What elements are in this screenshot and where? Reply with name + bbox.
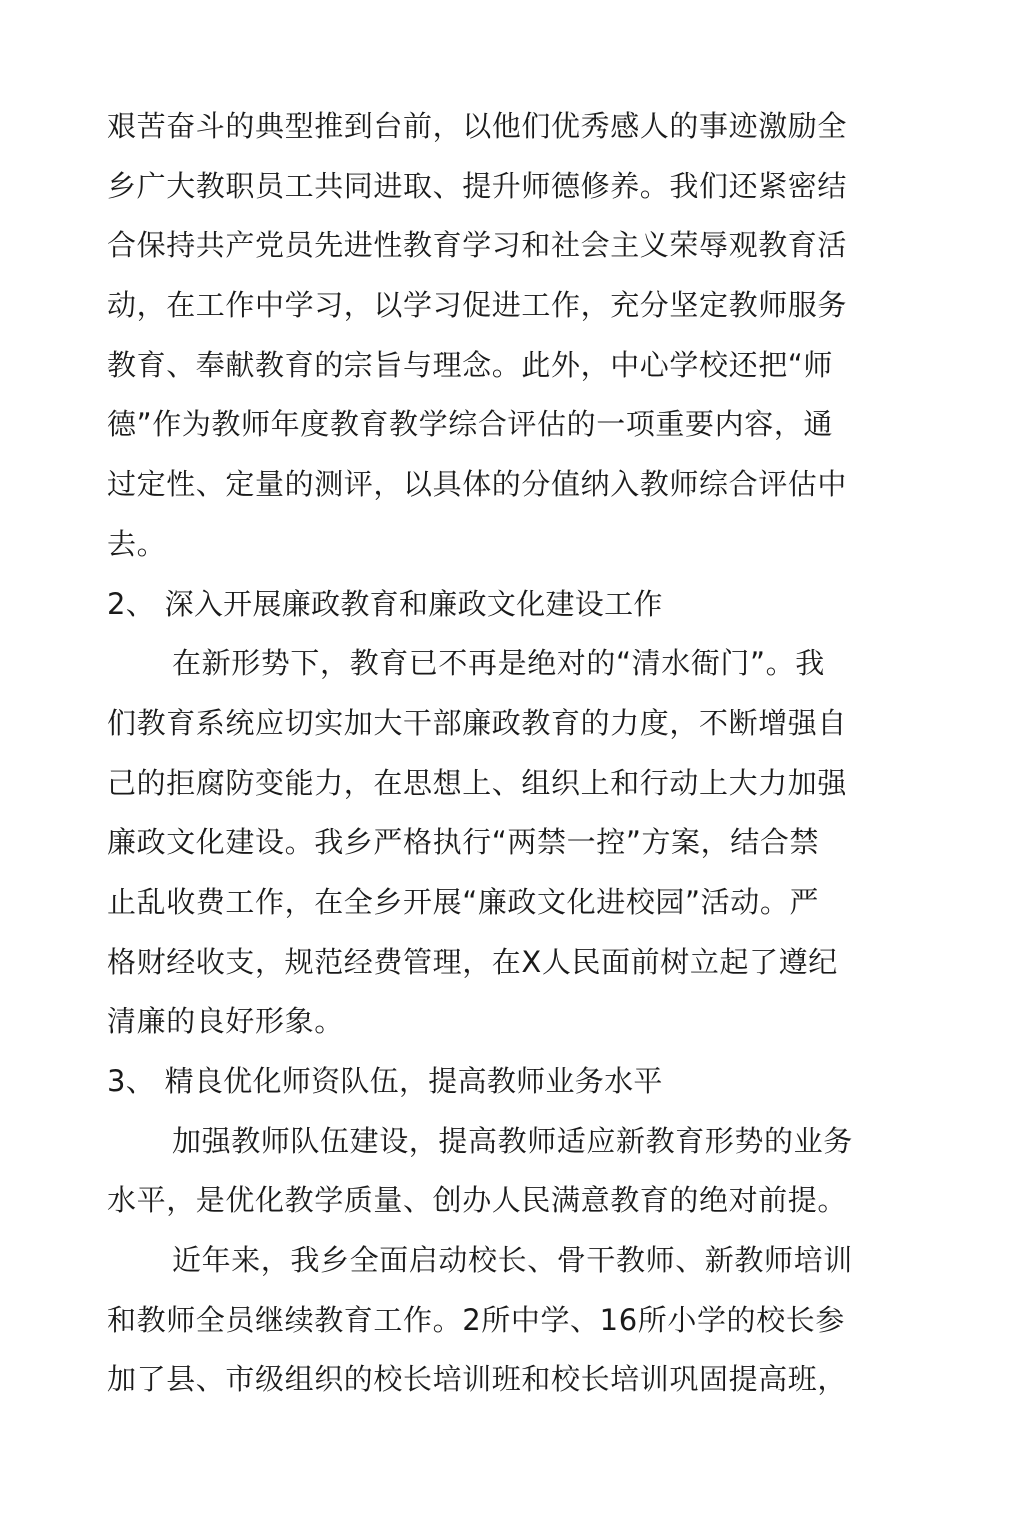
paragraph-line: 艰苦奋斗的典型推到台前，以他们优秀感人的事迹激励全 (107, 109, 848, 143)
section-heading: 2、 深入开展廉政教育和廉政文化建设工作 (107, 586, 663, 621)
paragraph-line: 止乱收费工作，在全乡开展“廉政文化进校园”活动。严 (107, 884, 820, 919)
paragraph-line: 和教师全员继续教育工作。2所中学、16所小学的校长参 (107, 1302, 845, 1337)
paragraph-line: 近年来，我乡全面启动校长、骨干教师、新教师培训 (172, 1243, 853, 1278)
paragraph-line: 清廉的良好形象。 (107, 1004, 344, 1039)
paragraph-line: 加了县、市级组织的校长培训班和校长培训巩固提高班， (107, 1362, 848, 1397)
paragraph-line: 动，在工作中学习，以学习促进工作，充分坚定教师服务 (107, 288, 848, 323)
paragraph-line: 己的拒腐防变能力，在思想上、组织上和行动上大力加强 (107, 765, 848, 800)
paragraph-line: 合保持共产党员先进性教育学习和社会主义荣辱观教育活 (107, 228, 848, 263)
paragraph-line: 乡广大教职员工共同进取、提升师德修养。我们还紧密结 (107, 168, 848, 203)
paragraph-line: 在新形势下，教育已不再是绝对的“清水衙门”。我 (172, 646, 825, 681)
paragraph-line: 廉政文化建设。我乡严格执行“两禁一控”方案，结合禁 (107, 825, 820, 860)
paragraph-line: 水平，是优化教学质量、创办人民满意教育的绝对前提。 (107, 1183, 848, 1218)
paragraph-line: 们教育系统应切实加大干部廉政教育的力度，不断增强自 (107, 705, 848, 740)
paragraph-line: 过定性、定量的测评，以具体的分值纳入教师综合评估中 (107, 467, 848, 502)
paragraph-line: 格财经收支，规范经费管理，在X人民面前树立起了遵纪 (107, 944, 838, 979)
paragraph-line: 去。 (107, 526, 167, 561)
section-heading: 3、 精良优化师资队伍，提高教师业务水平 (107, 1064, 663, 1098)
paragraph-line: 加强教师队伍建设，提高教师适应新教育形势的业务 (172, 1123, 853, 1158)
paragraph-line: 教育、奉献教育的宗旨与理念。此外，中心学校还把“师 (107, 347, 834, 382)
paragraph-line: 德”作为教师年度教育教学综合评估的一项重要内容，通 (107, 407, 834, 442)
document-body (107, 97, 867, 1410)
